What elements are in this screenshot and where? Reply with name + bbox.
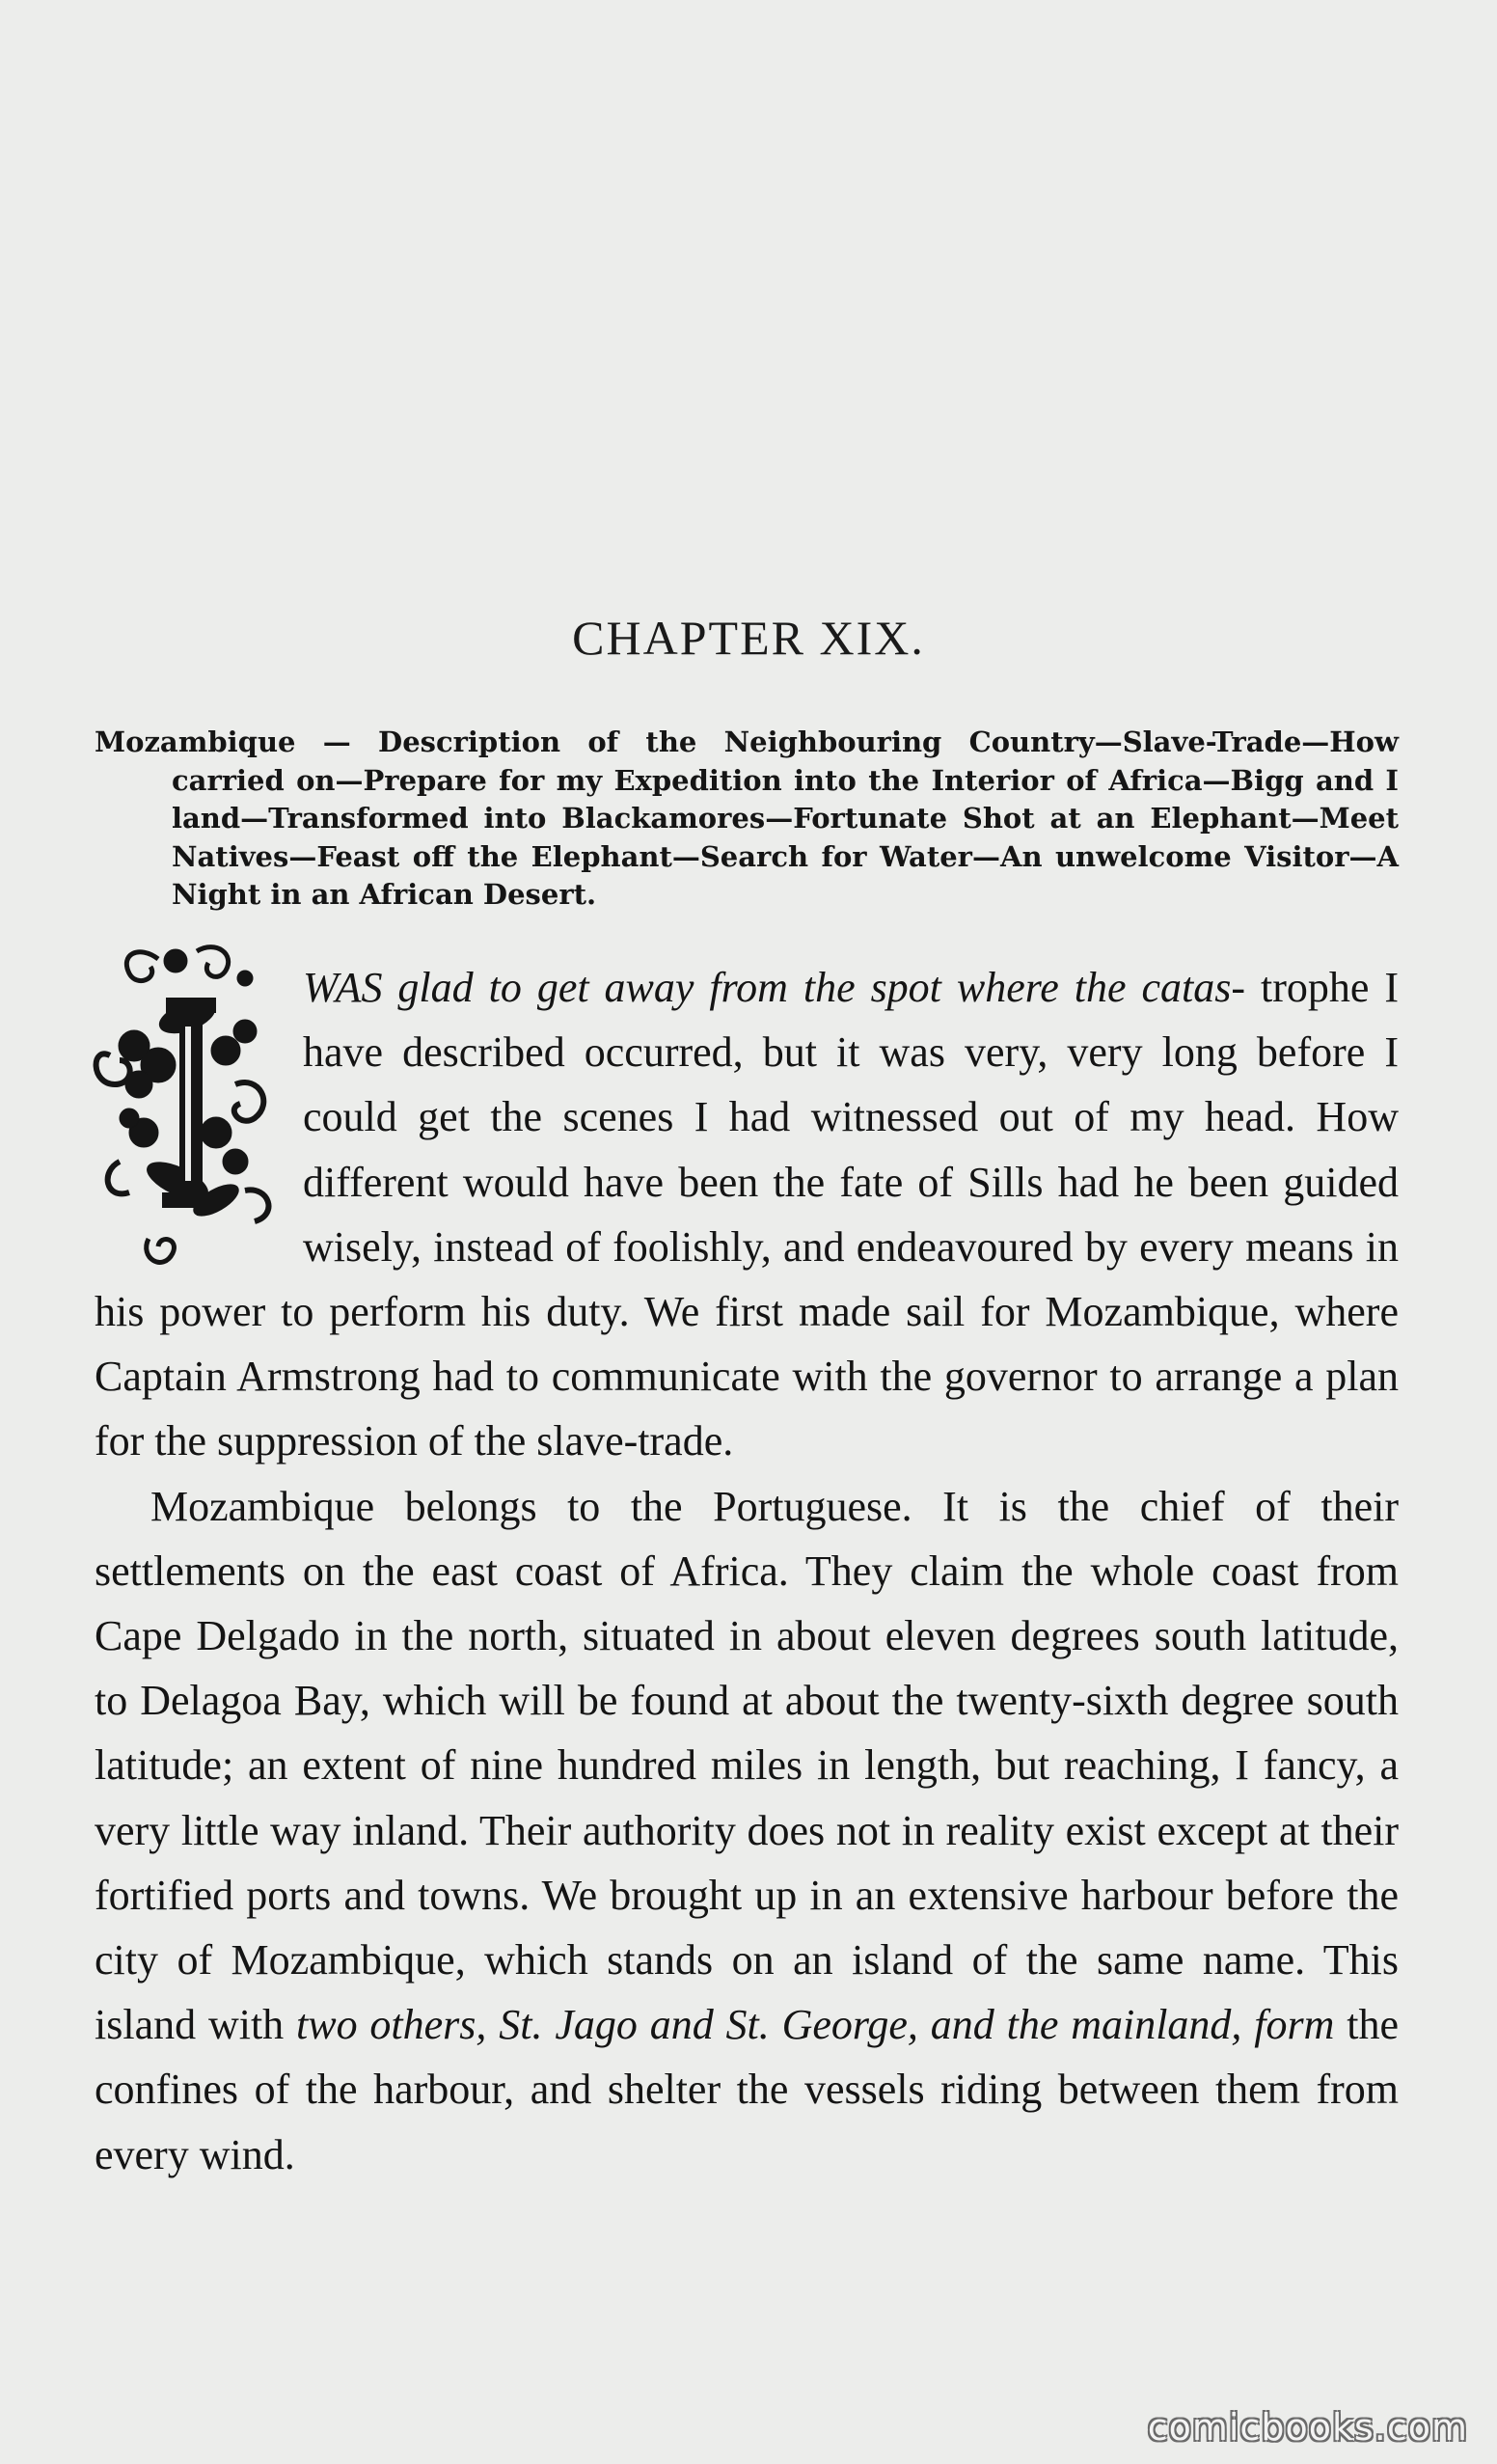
- chapter-title: CHAPTER XIX.: [572, 611, 925, 665]
- paragraph-2-text-a: Mozambique belongs to the Portuguese. It is the chief of their settlements on the east coast of Africa. They claim the whole coast from Cape Delgado in the north, situated in about eleven degrees south latitude, to Delagoa Bay, which will be found at about the twenty-sixth degree south latitude; an extent of nine hundred miles in length, but reaching, I fancy, a very little way inland. Their authority does not in reality exist except at their fortified ports and towns. We brought up in an extensive harbour before the city of Mozambique, which stands on an island of the same name. This island with: [95, 1482, 1399, 2049]
- paragraph-2-italic: two others, St. Jago and St. George, and the mainland, form: [296, 2001, 1347, 2049]
- paragraph-1: [95, 955, 1399, 1474]
- body-text: [95, 955, 1399, 2187]
- chapter-summary: Mozambique — Description of the Neighbouring Country—Slave-Trade—How carried on—Prepare for my Expedition into the Interior of Africa—Bigg and I land—Transformed into Blackamores—Fortunate Shot at an Elephant—Meet Natives—Feast off the Elephant—Search for Water—An unwelcome Visitor—A Night in an African Desert.: [95, 726, 1399, 911]
- paragraph-2: [95, 1474, 1399, 2187]
- ornamental-dropcap-icon: [91, 940, 291, 1275]
- paragraph-1-lead: WAS glad to get away from the spot where the catas-: [303, 964, 1261, 1011]
- watermark: comicbooks.com: [1147, 2406, 1468, 2449]
- paragraph-1-text: trophe I have described occurred, but it was very, very long before I could get the scenes I had witnessed out of my head. How different would have been the fate of Sills had he been guided wisely, instead of foolishly, and endeavoured by every means in his power to perform his duty. We first made sail for Mozambique, where Captain Armstrong had to communicate with the governor to arrange a plan for the suppression of the slave-trade.: [95, 964, 1399, 1465]
- paragraph-2-text-b: the confines of the harbour, and shelter the vessels riding between them from every wind.: [95, 2001, 1399, 2178]
